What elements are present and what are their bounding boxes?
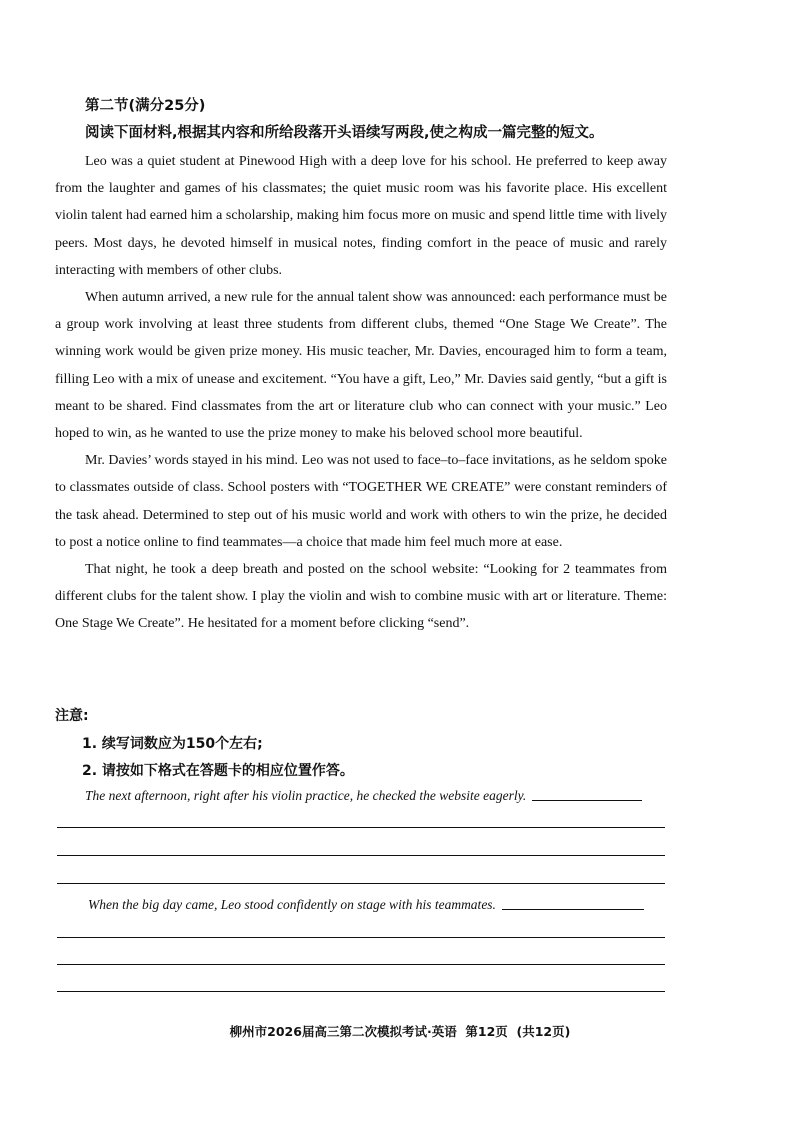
answer-line <box>57 964 665 965</box>
reading-passage <box>55 148 667 638</box>
passage-paragraph-1: Leo was a quiet student at Pinewood High with a deep love for his school. He preferred to keep away from the laughter and games of his classmates; the quiet music room was his favorite place. His excellent violin talent had earned him a scholarship, making him focus more on music and spend little time with lively peers. Most days, he devoted himself in musical notes, finding comfort in the peace of music and rarely interacting with members of other clubs. <box>55 154 667 278</box>
prompt-2-blank <box>502 909 644 910</box>
passage-paragraph-4: That night, he took a deep breath and posted on the school website: “Looking for 2 teammates from different clubs for the talent show. I play the violin and wish to combine music with art or literature. Theme: One Stage We Create”. He hesitated for a moment before clicking “send”. <box>55 562 667 632</box>
continuation-prompt-1 <box>85 788 642 804</box>
note-item-1: 1. 续写词数应为150个左右; <box>82 736 263 752</box>
answer-line <box>57 855 665 856</box>
prompt-2-text: When the big day came, Leo stood confidently on stage with his teammates. <box>88 897 496 912</box>
page-footer: 柳州市2026届高三第二次模拟考试·英语 第12页 (共12页) <box>229 1024 571 1039</box>
answer-line <box>57 883 665 884</box>
answer-line <box>57 937 665 938</box>
continuation-prompt-2 <box>88 897 644 913</box>
passage-paragraph-3: Mr. Davies’ words stayed in his mind. Leo was not used to face–to–face invitations, as he seldom spoke to classmates outside of class. School posters with “TOGETHER WE CREATE” were constant reminders of the task ahead. Determined to step out of his music world and work with others to win the prize, he decided to post a notice online to find teammates—a choice that made him feel much more at ease. <box>55 453 667 550</box>
notes-label: 注意: <box>55 708 89 724</box>
prompt-1-blank <box>532 800 642 801</box>
answer-line <box>57 991 665 992</box>
section-instruction: 阅读下面材料,根据其内容和所给段落开头语续写两段,使之构成一篇完整的短文。 <box>85 125 604 141</box>
passage-paragraph-2: When autumn arrived, a new rule for the annual talent show was announced: each performance must be a group work involving at least three students from different clubs, themed “One Stage We Create”. The winning work would be given prize money. His music teacher, Mr. Davies, encouraged him to form a team, filling Leo with a mix of unease and excitement. “You have a gift, Leo,” Mr. Davies said gently, “but a gift is meant to be shared. Find classmates from the art or literature club who can connect with your music.” Leo hoped to win, as he wanted to use the prize money to make his beloved school more beautiful. <box>55 290 667 442</box>
answer-line <box>57 827 665 828</box>
prompt-1-text: The next afternoon, right after his violin practice, he checked the website eagerly. <box>85 788 527 803</box>
section-heading: 第二节(满分25分) <box>85 98 206 114</box>
note-item-2: 2. 请按如下格式在答题卡的相应位置作答。 <box>82 763 354 779</box>
